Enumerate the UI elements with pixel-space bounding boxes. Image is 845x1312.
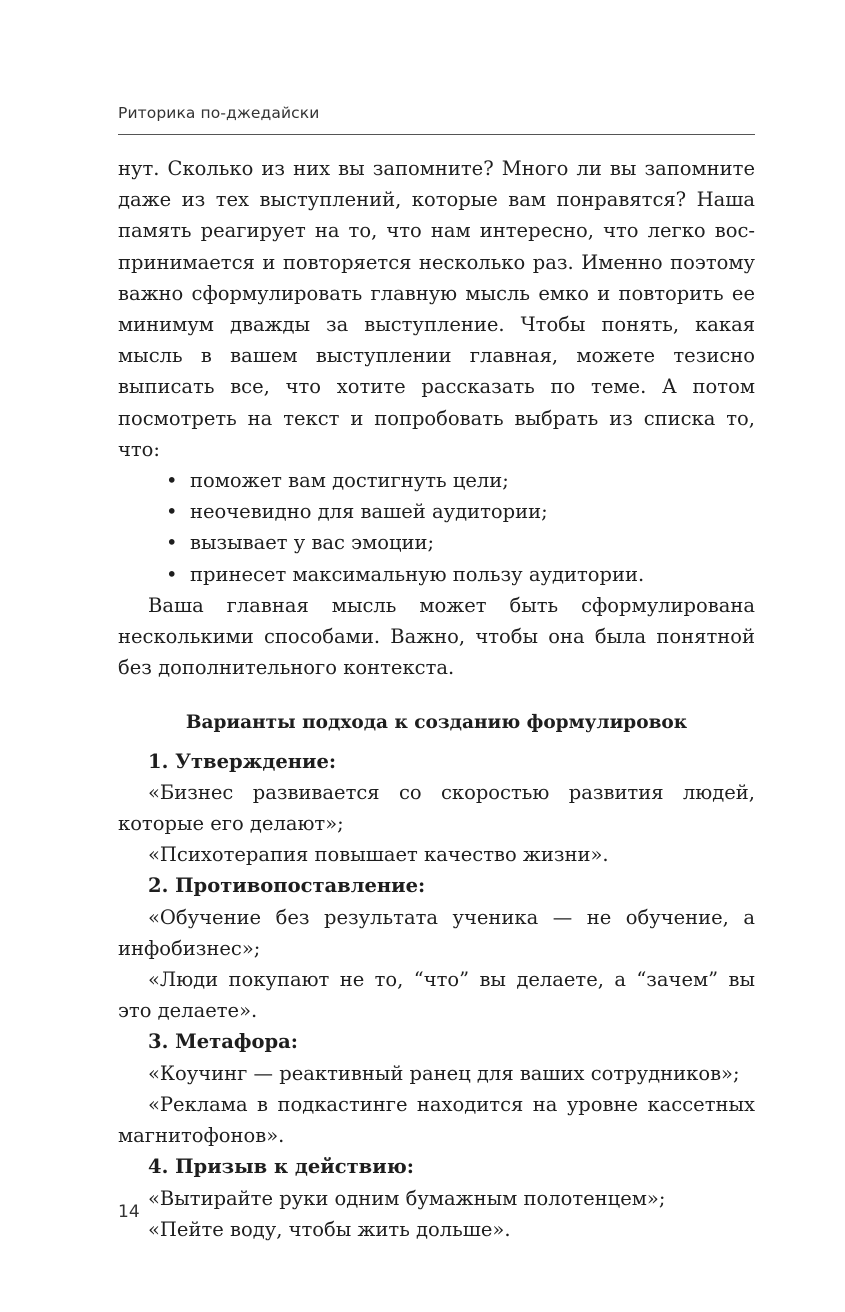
list-item-text: вызывает у вас эмоции;: [190, 531, 435, 555]
bullet-icon: •: [166, 500, 178, 524]
header-rule: [118, 134, 755, 135]
example-quote: «Люди покупают не то, “что” вы делаете, а “зачем” вы это делаете».: [118, 968, 755, 1023]
section-title: Варианты подхода к созданию формулировок: [185, 712, 688, 734]
bullet-icon: •: [166, 531, 178, 555]
example-quote: «Реклама в подкастинге находится на уровне кассетных магнитофонов».: [118, 1092, 755, 1148]
example-quote: «Обучение без результата ученика — не обучение, а инфобизнес»;: [118, 905, 755, 960]
example-quote: «Психотерапия повышает качество жизни».: [148, 843, 609, 867]
approach-heading-statement: 1. Утверждение:: [148, 749, 337, 773]
list-item: [166, 465, 755, 496]
bullet-icon: •: [166, 469, 178, 493]
main-thought-paragraph: Ваша главная мысль может быть сформулирована несколькими способами. Важно, чтобы она была понятной без дополнительного контекста.: [118, 593, 755, 680]
list-item: [166, 527, 755, 558]
running-head: Риторика по-джедайски: [118, 104, 320, 122]
list-item-text: неочевидно для вашей аудитории;: [190, 500, 548, 524]
example-quote: «Коучинг — реактивный ранец для ваших сотрудников»;: [148, 1061, 740, 1085]
list-item-text: принесет максимальную пользу аудитории.: [190, 562, 645, 586]
example-quote: «Бизнес развивается со скоростью развития людей, которые его делают»;: [118, 780, 755, 836]
list-item: [166, 496, 755, 527]
example-quote: «Вытирайте руки одним бумажным полотенцем»;: [148, 1186, 666, 1210]
approach-heading-metaphor: 3. Метафора:: [148, 1030, 298, 1054]
page-number: 14: [118, 1202, 140, 1222]
criteria-list: [118, 465, 755, 590]
bullet-icon: •: [166, 562, 178, 586]
page-body: [118, 153, 755, 1245]
approach-heading-contrast: 2. Противопоставление:: [148, 874, 426, 898]
intro-paragraph: нут. Сколько из них вы запомните? Много ли вы запомните даже из тех выступлений, которые вам понравятся? Наша память реагирует на то, что нам интересно, что легко воспринимается и повторяется несколько раз. Именно поэтому важно сформулировать главную мысль емко и повторить ее минимум дважды за выступление. Чтобы понять, какая мысль в вашем выступлении главная, можете тезисно выписать все, что хотите рассказать по теме. А потом посмотреть на текст и попробовать выбрать из списка то, что:: [118, 157, 755, 461]
list-item: [166, 559, 755, 590]
example-quote: «Пейте воду, чтобы жить дольше».: [148, 1217, 511, 1241]
approach-heading-call-to-action: 4. Призыв к действию:: [148, 1155, 414, 1179]
list-item-text: поможет вам достигнуть цели;: [190, 469, 509, 493]
